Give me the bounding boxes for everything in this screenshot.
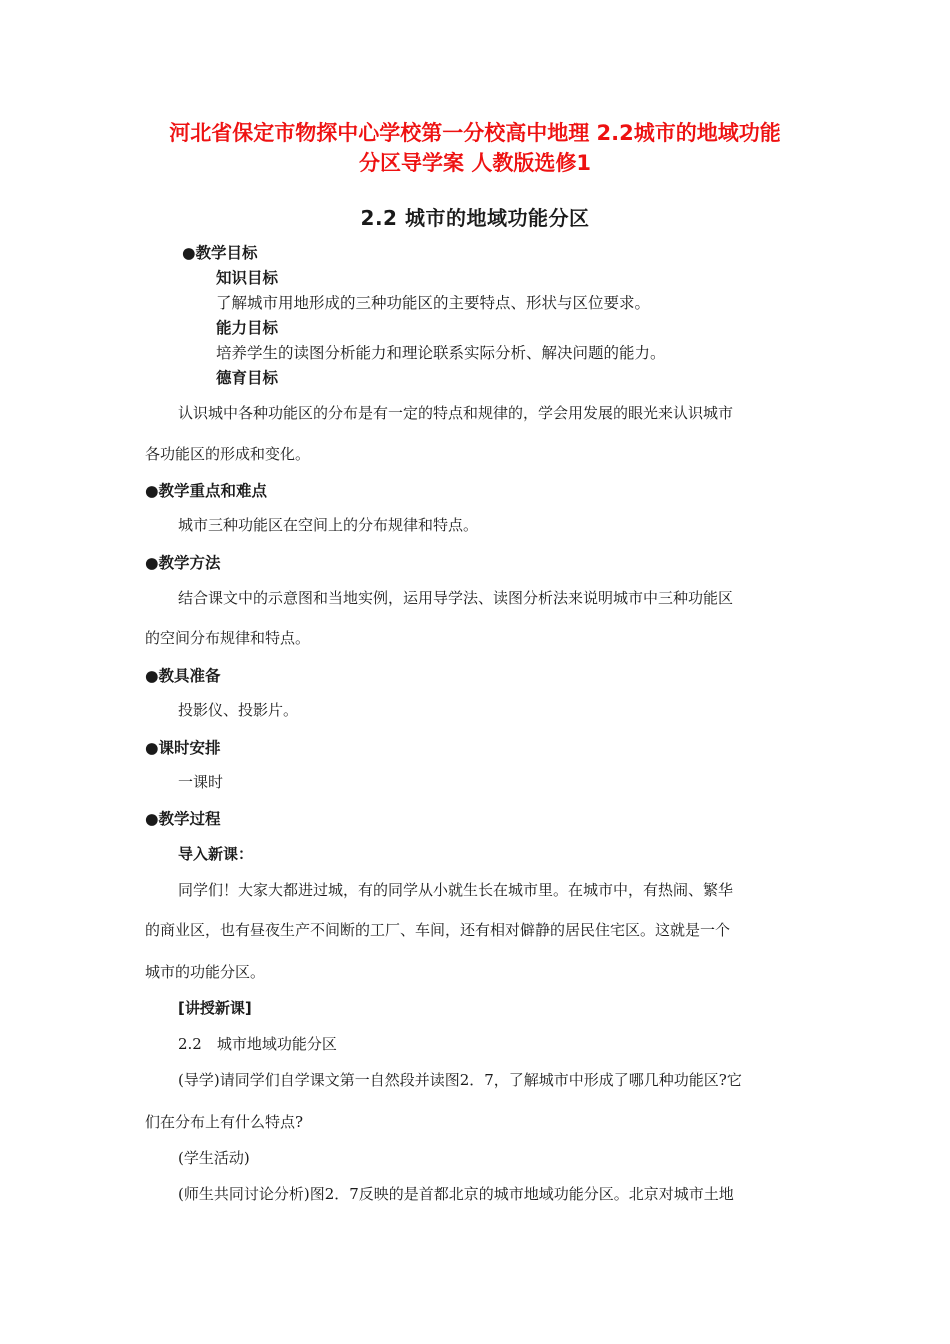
key-points-heading: ●教学重点和难点 — [145, 482, 268, 500]
guide-text-line-1: (导学)请同学们自学课文第一自然段并读图2．7，了解城市中形成了哪几种功能区?它 — [178, 1071, 742, 1089]
ability-goal-text: 培养学生的读图分析能力和理论联系实际分析、解决问题的能力。 — [216, 344, 666, 362]
class-schedule-text: 一课时 — [178, 773, 224, 791]
moral-goal-text-line-1: 认识城中各种功能区的分布是有一定的特点和规律的，学会用发展的眼光来认识城市 — [178, 404, 734, 422]
intro-text-line-3: 城市的功能分区。 — [145, 963, 266, 981]
teaching-method-heading: ●教学方法 — [145, 554, 221, 572]
intro-label: 导入新课： — [178, 845, 254, 863]
class-schedule-heading: ●课时安排 — [145, 739, 221, 757]
new-lesson-label: [讲授新课] — [178, 999, 252, 1017]
intro-text-line-2: 的商业区，也有昼夜生产不间断的工厂、车间，还有相对僻静的居民住宅区。这就是一个 — [145, 921, 731, 939]
discussion-text: (师生共同讨论分析)图2．7反映的是首都北京的城市地域功能分区。北京对城市土地 — [178, 1185, 734, 1203]
document-title-line-2: 分区导学案 人教版选修1 — [359, 151, 591, 175]
guide-text-line-2: 们在分布上有什么特点? — [145, 1113, 304, 1131]
knowledge-goal-label: 知识目标 — [216, 269, 279, 287]
document-title — [100, 118, 850, 178]
teaching-process-heading: ●教学过程 — [145, 810, 221, 828]
document-title-line-1: 河北省保定市物探中心学校第一分校高中地理 2.2城市的地域功能 — [169, 121, 781, 145]
ability-goal-label: 能力目标 — [216, 319, 279, 337]
student-activity-text: (学生活动) — [178, 1149, 250, 1167]
moral-goal-label: 德育目标 — [216, 369, 279, 387]
lesson-title: 2.2 城市的地域功能分区 — [360, 206, 590, 230]
moral-goal-text-line-2: 各功能区的形成和变化。 — [145, 445, 311, 463]
intro-text-line-1: 同学们！大家大都进过城，有的同学从小就生长在城市里。在城市中，有热闹、繁华 — [178, 881, 734, 899]
teaching-goals-block — [182, 241, 666, 391]
knowledge-goal-text: 了解城市用地形成的三种功能区的主要特点、形状与区位要求。 — [216, 294, 651, 312]
teaching-tools-heading: ●教具准备 — [145, 667, 221, 685]
teaching-tools-text: 投影仪、投影片。 — [178, 701, 299, 719]
section-heading: 2.2 城市地域功能分区 — [178, 1035, 337, 1053]
key-points-text: 城市三种功能区在空间上的分布规律和特点。 — [178, 516, 479, 534]
teaching-goals-heading: ●教学目标 — [182, 244, 258, 262]
teaching-method-text-line-1: 结合课文中的示意图和当地实例，运用导学法、读图分析法来说明城市中三种功能区 — [178, 589, 734, 607]
teaching-method-text-line-2: 的空间分布规律和特点。 — [145, 629, 311, 647]
